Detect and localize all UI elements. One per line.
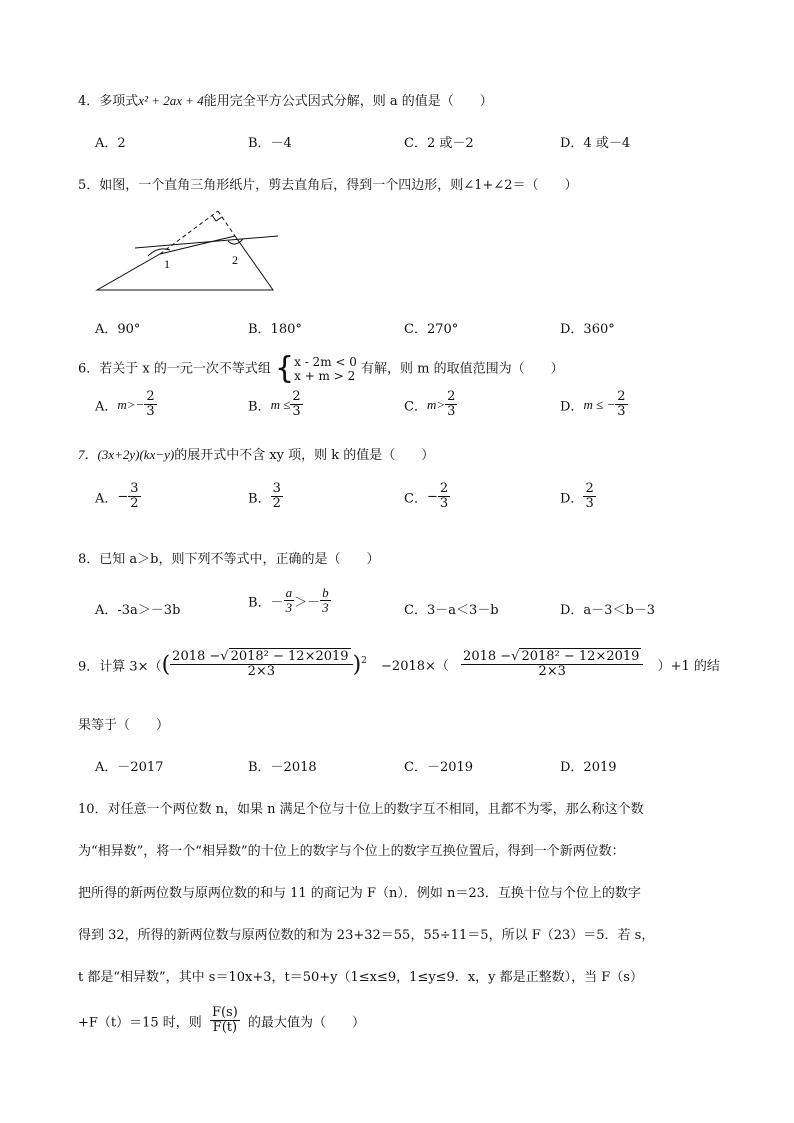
option-c[interactable]: C．－2019 bbox=[404, 760, 474, 775]
question-text: 有解，则 m 的取值范围为（ ） bbox=[361, 361, 564, 377]
numerator: b bbox=[322, 585, 329, 600]
denominator: 2×3 bbox=[538, 664, 566, 680]
fraction bbox=[438, 482, 450, 512]
option-a[interactable]: A．－2017 bbox=[95, 760, 164, 775]
denominator: 3 bbox=[285, 600, 293, 616]
option-d[interactable] bbox=[560, 390, 628, 420]
inequality-system bbox=[294, 355, 357, 383]
option-expression: m>− bbox=[117, 396, 145, 412]
numerator: 2 bbox=[585, 481, 594, 496]
option-letter: D． bbox=[560, 491, 584, 507]
question-10-last-line bbox=[78, 1006, 365, 1036]
numerator: 2 bbox=[292, 389, 301, 404]
question-number: 4． bbox=[78, 94, 100, 109]
denominator: 2×3 bbox=[247, 664, 276, 680]
numerator-term: 2018 − bbox=[463, 649, 512, 664]
fraction bbox=[615, 390, 627, 420]
question-4-stem bbox=[78, 90, 493, 109]
option-d[interactable]: D．4 或－4 bbox=[560, 136, 631, 151]
fraction bbox=[461, 650, 643, 680]
option-a[interactable] bbox=[95, 390, 157, 420]
open-paren: ( bbox=[161, 652, 171, 678]
numerator: 2 bbox=[447, 389, 456, 404]
question-5-stem: 5．如图，一个直角三角形纸片，剪去直角后，得到一个四边形，则∠1+∠2＝（ ） bbox=[78, 178, 578, 193]
option-d[interactable]: D．360° bbox=[560, 322, 615, 337]
option-letter: D． bbox=[560, 399, 584, 415]
fraction bbox=[320, 586, 331, 616]
fraction bbox=[144, 390, 156, 420]
sign: − bbox=[117, 489, 129, 505]
denominator: 3 bbox=[292, 404, 301, 420]
question-text: −2018×（ bbox=[381, 659, 449, 675]
option-d[interactable]: D．a－3＜b－3 bbox=[560, 603, 656, 618]
option-letter: A． bbox=[95, 399, 118, 415]
inequality-1: x - 2m < 0 bbox=[294, 355, 357, 369]
option-a[interactable]: A．90° bbox=[95, 322, 141, 337]
question-text: 9．计算 3×（ bbox=[78, 659, 162, 675]
question-10-line: t 都是“相异数”，其中 s＝10x+3，t＝50+y（1≤x≤9，1≤y≤9．x，y 都是正整数），当 F（s） bbox=[78, 970, 643, 985]
option-a[interactable]: A．2 bbox=[95, 136, 126, 151]
option-letter: B． bbox=[248, 399, 271, 415]
option-d[interactable]: D．2019 bbox=[560, 760, 617, 775]
denominator: 3 bbox=[447, 404, 456, 420]
option-b[interactable]: B．－4 bbox=[248, 136, 292, 151]
option-c[interactable] bbox=[404, 482, 450, 512]
option-expression: m ≤ bbox=[270, 396, 291, 412]
option-c[interactable] bbox=[404, 390, 457, 420]
numerator: 2018 −√ 2018² − 12×2019 bbox=[170, 650, 352, 665]
denominator: 2 bbox=[272, 496, 281, 512]
fraction bbox=[271, 482, 283, 512]
denominator: 3 bbox=[146, 404, 155, 420]
question-text: 能用完全平方公式因式分解，则 a 的值是（ ） bbox=[203, 94, 493, 109]
brace-symbol: { bbox=[275, 351, 295, 386]
option-letter: B． bbox=[248, 491, 271, 507]
question-9-continuation: 果等于（ ） bbox=[78, 718, 170, 733]
numerator: a bbox=[285, 585, 293, 600]
exponent: 2 bbox=[361, 655, 367, 666]
sign: − bbox=[426, 489, 438, 505]
option-expression: m> bbox=[426, 396, 446, 412]
numerator: 2 bbox=[617, 389, 626, 404]
numerator: 2 bbox=[146, 389, 155, 404]
option-letter: C． bbox=[404, 491, 427, 507]
option-b[interactable] bbox=[248, 390, 303, 420]
option-a[interactable]: A．-3a＞－3b bbox=[95, 603, 181, 618]
numerator: 2 bbox=[439, 481, 449, 496]
question-6-stem bbox=[78, 351, 564, 386]
fraction bbox=[170, 650, 352, 680]
triangle-figure bbox=[90, 206, 290, 296]
numerator: 2018 −√ 2018² − 12×2019 bbox=[461, 650, 643, 665]
cut-line bbox=[135, 236, 278, 248]
comparison: ＞－ bbox=[294, 595, 321, 611]
denominator: 3 bbox=[617, 404, 626, 420]
inequality-2: x + m > 2 bbox=[294, 369, 356, 383]
option-b[interactable]: B．－2018 bbox=[248, 760, 317, 775]
numerator: 3 bbox=[130, 481, 139, 496]
option-b[interactable]: B．180° bbox=[248, 322, 302, 337]
denominator: F(t) bbox=[212, 1020, 238, 1036]
denominator: 3 bbox=[439, 496, 449, 512]
question-8-stem: 8．已知 a＞b，则下列不等式中，正确的是（ ） bbox=[78, 552, 380, 567]
angle-2-label: 2 bbox=[232, 253, 238, 267]
question-10-line: 把所得的新两位数与原两位数的和与 11 的商记为 F（n）．例如 n＝23．互换十位与个位上的数字 bbox=[78, 886, 641, 901]
option-c[interactable]: C．270° bbox=[404, 322, 459, 337]
fraction bbox=[290, 390, 302, 420]
option-d[interactable] bbox=[560, 482, 596, 512]
denominator: 2 bbox=[130, 496, 139, 512]
product-expression: 7．(3x+2y)(kx−y) bbox=[78, 447, 175, 462]
option-letter: C． bbox=[404, 399, 427, 415]
option-expression: m ≤ − bbox=[583, 396, 616, 412]
fraction bbox=[445, 390, 457, 420]
question-text: 的展开式中不含 xy 项，则 k 的值是（ ） bbox=[174, 448, 435, 463]
option-letter: A． bbox=[95, 491, 118, 507]
numerator-term: 2018 − bbox=[172, 649, 221, 664]
question-10-line: 10．对任意一个两位数 n，如果 n 满足个位与十位上的数字互不相同，且都不为零，那么称这个数 bbox=[78, 802, 644, 817]
question-7-stem bbox=[78, 444, 434, 463]
numerator: 3 bbox=[272, 481, 281, 496]
question-text: 的最大值为（ ） bbox=[247, 1015, 365, 1031]
numerator: F(s) bbox=[211, 1005, 238, 1020]
question-10-line: 得到 32，所得的新两位数与原两位数的和为 23+32＝55，55÷11＝5，所以 F（23）＝5．若 s， bbox=[78, 928, 655, 943]
question-text: ）+1 的结 bbox=[657, 659, 720, 675]
fraction bbox=[210, 1006, 240, 1036]
right-angle-mark bbox=[212, 215, 222, 221]
option-prefix: B．－ bbox=[248, 595, 284, 611]
option-a[interactable] bbox=[95, 482, 141, 512]
option-c[interactable]: C．3－a＜3－b bbox=[404, 603, 499, 618]
polynomial-expression: x² + 2ax + 4 bbox=[138, 93, 204, 108]
option-b[interactable] bbox=[248, 482, 283, 512]
option-b[interactable] bbox=[248, 586, 331, 616]
radicand: 2018² − 12×2019 bbox=[230, 649, 349, 664]
denominator: 3 bbox=[322, 600, 329, 616]
question-text: 6．若关于 x 的一元一次不等式组 bbox=[78, 361, 271, 377]
fraction bbox=[128, 482, 140, 512]
removed-side-right bbox=[218, 211, 235, 236]
question-text: 多项式 bbox=[99, 94, 139, 109]
fraction bbox=[583, 482, 595, 512]
question-9-stem bbox=[78, 650, 720, 680]
denominator: 3 bbox=[585, 496, 594, 512]
question-10-line: 为“相异数”，将一个“相异数”的十位上的数字与个位上的数字互换位置后，得到一个新两位数： bbox=[78, 844, 625, 859]
angle-1-label: 1 bbox=[164, 257, 170, 271]
option-c[interactable]: C．2 或－2 bbox=[404, 136, 474, 151]
question-text: +F（t）＝15 时，则 bbox=[78, 1015, 202, 1031]
radicand: 2018² − 12×2019 bbox=[521, 649, 640, 664]
close-paren: ) bbox=[352, 652, 362, 678]
fraction bbox=[284, 586, 295, 616]
